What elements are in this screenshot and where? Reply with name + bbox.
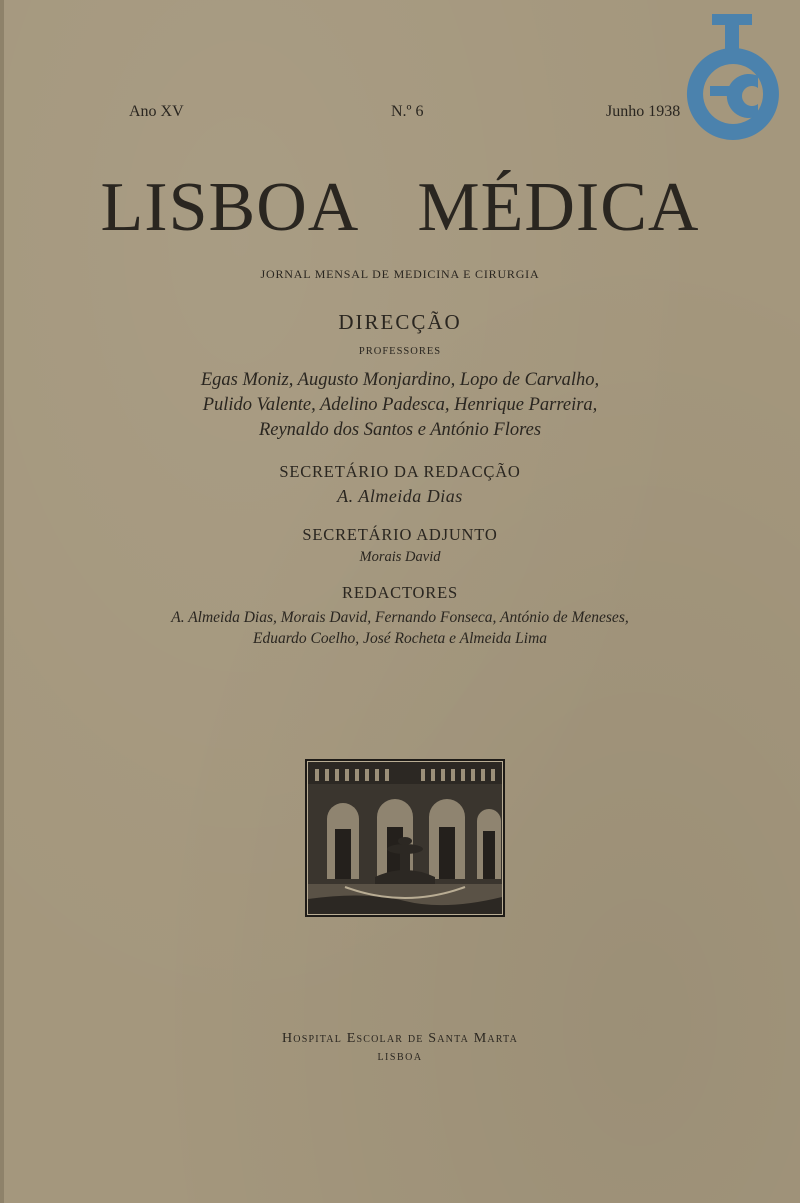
direction-heading: DIRECÇÃO [338, 310, 462, 334]
journal-subtitle: JORNAL MENSAL DE MEDICINA E CIRURGIA [260, 267, 540, 281]
professors-line: Egas Moniz, Augusto Monjardino, Lopo de Carvalho, [200, 370, 600, 390]
secretary-heading: SECRETÁRIO DA REDACÇÃO [279, 462, 521, 481]
issue-date: Junho 1938 [606, 103, 681, 120]
professors-line: Pulido Valente, Adelino Padesca, Henrique Parreira, [202, 395, 598, 415]
title-word-medica: MÉDICA [417, 169, 700, 246]
editors-line: A. Almeida Dias, Morais David, Fernando Fonseca, António de Meneses, [171, 609, 629, 626]
publisher-name: Hospital Escolar de Santa Marta [282, 1031, 518, 1046]
professors-subheading: PROFESSORES [358, 346, 442, 357]
journal-title [0, 168, 800, 248]
issue-number: N.º 6 [391, 103, 424, 120]
assistant-secretary-heading: SECRETÁRIO ADJUNTO [302, 525, 498, 544]
professors-line: Reynaldo dos Santos e António Flores [258, 420, 542, 440]
volume-year: Ano XV [129, 103, 184, 120]
secretary-name: A. Almeida Dias [337, 486, 463, 506]
editors-list [0, 607, 800, 649]
title-word-lisboa: LISBOA [100, 169, 360, 246]
publisher-city: LISBOA [377, 1052, 423, 1063]
editors-heading: REDACTORES [342, 583, 458, 602]
assistant-secretary-name: Morais David [359, 549, 441, 565]
professors-list [0, 368, 800, 443]
cloister-woodcut-image [305, 759, 505, 917]
issue-info-row [0, 103, 800, 127]
editors-line: Eduardo Coelho, José Rocheta e Almeida Lima [252, 630, 548, 647]
